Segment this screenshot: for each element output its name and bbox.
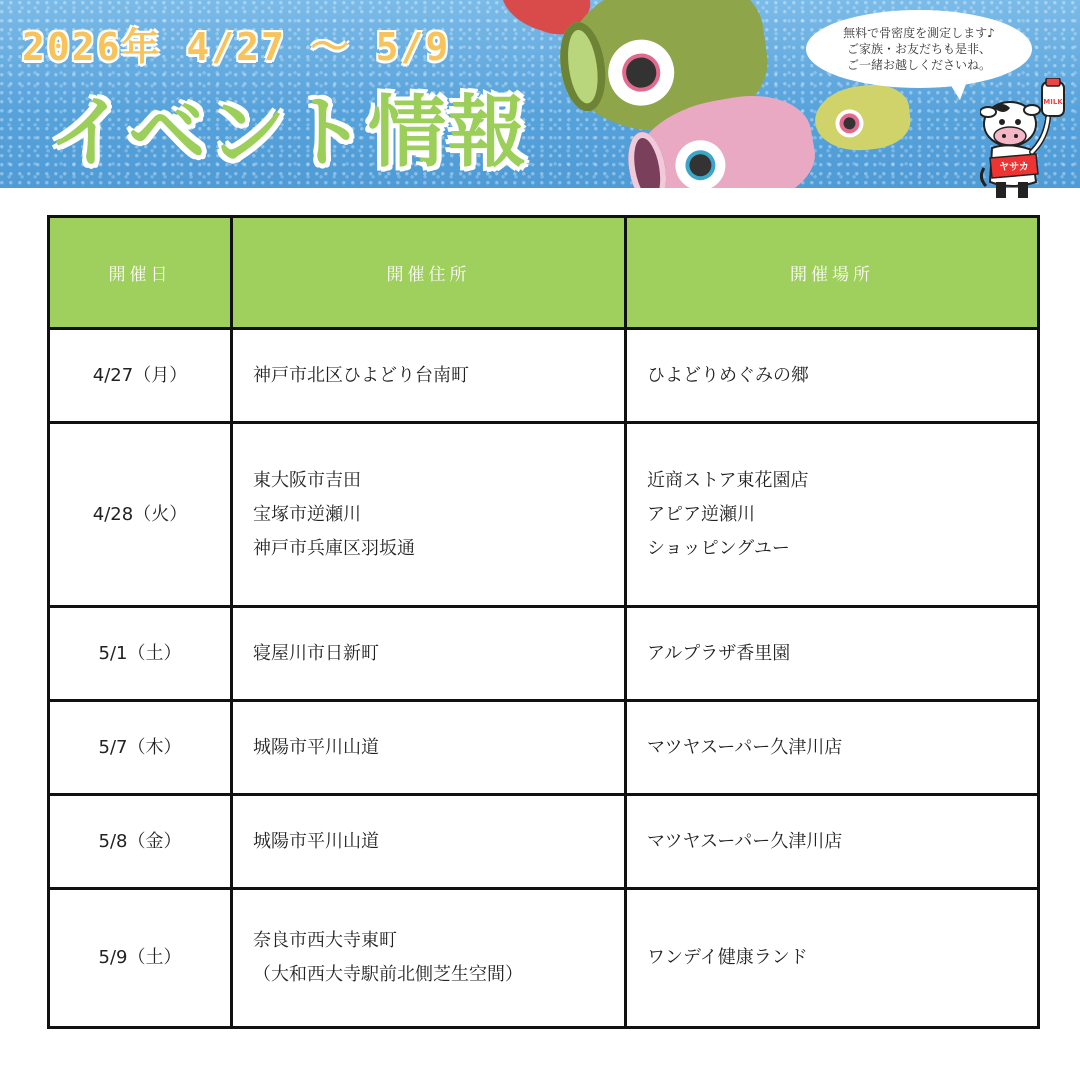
date-cell: 5/8（金） [49,795,232,889]
venue-line: アルプラザ香里園 [647,642,791,664]
event-date-range: 2026年 4/27 ～ 5/9 [22,25,451,69]
address-cell [232,701,626,795]
venue-line: アピア逆瀬川 [647,503,755,525]
table-row [49,889,1039,1028]
address-line: （大和西大寺駅前北側芝生空間） [253,964,523,985]
address-line: 神戸市北区ひよどり台南町 [253,364,469,386]
column-header-date: 開催日 [49,217,232,329]
address-cell [232,329,626,423]
venue-line: マツヤスーパー久津川店 [647,830,843,852]
koi-mouth [623,129,671,188]
address-line: 奈良市西大寺東町 [253,930,397,951]
address-cell [232,607,626,701]
address-line: 神戸市兵庫区羽坂通 [253,537,415,559]
address-cell [232,795,626,889]
bubble-line: ご一緒お越しくださいね。 [846,58,991,72]
table-row [49,607,1039,701]
venue-cell [626,329,1039,423]
date-cell: 5/7（木） [49,701,232,795]
table-row [49,701,1039,795]
venue-cell [626,795,1039,889]
venue-cell [626,701,1039,795]
koinobori-small-decoration [812,81,913,155]
table-row [49,329,1039,423]
bubble-line: 無料で骨密度を測定します♪ [843,26,995,40]
venue-cell [626,423,1039,607]
column-header-venue: 開催場所 [626,217,1039,329]
address-line: 宝塚市逆瀬川 [253,503,361,525]
address-line: 城陽市平川山道 [253,736,379,758]
milk-label: MILK [1043,98,1063,106]
bubble-line: ご家族・お友だちも是非、 [846,42,991,56]
venue-line: ショッピングユー [647,537,790,559]
page-title: イベント情報 [48,88,529,178]
koi-mouth [555,19,611,114]
venue-line: マツヤスーパー久津川店 [647,736,843,758]
date-cell: 4/27（月） [49,329,232,423]
venue-line: ワンデイ健康ランド [647,947,808,968]
koi-eye [671,136,729,188]
speech-bubble [806,10,1032,88]
header-banner [0,0,1080,188]
column-header-address: 開催住所 [232,217,626,329]
koi-eye [604,35,679,110]
venue-line: ひよどりめぐみの郷 [647,364,809,386]
address-cell [232,423,626,607]
date-cell: 5/1（土） [49,607,232,701]
event-table-container [47,215,1037,1029]
date-cell: 4/28（火） [49,423,232,607]
venue-cell [626,607,1039,701]
address-line: 東大阪市吉田 [253,469,361,491]
event-schedule-table [47,215,1040,1029]
table-header-row [49,217,1039,329]
address-line: 城陽市平川山道 [253,830,379,852]
venue-line: 近商ストア東花園店 [647,469,809,491]
mascot-sash-label: ヤサカ [999,162,1029,173]
koi-eye [834,108,865,139]
table-row [49,795,1039,889]
address-line: 寝屋川市日新町 [253,642,379,664]
address-cell [232,889,626,1028]
table-row [49,423,1039,607]
cow-mascot-icon [980,78,1076,202]
date-cell: 5/9（土） [49,889,232,1028]
venue-cell [626,889,1039,1028]
